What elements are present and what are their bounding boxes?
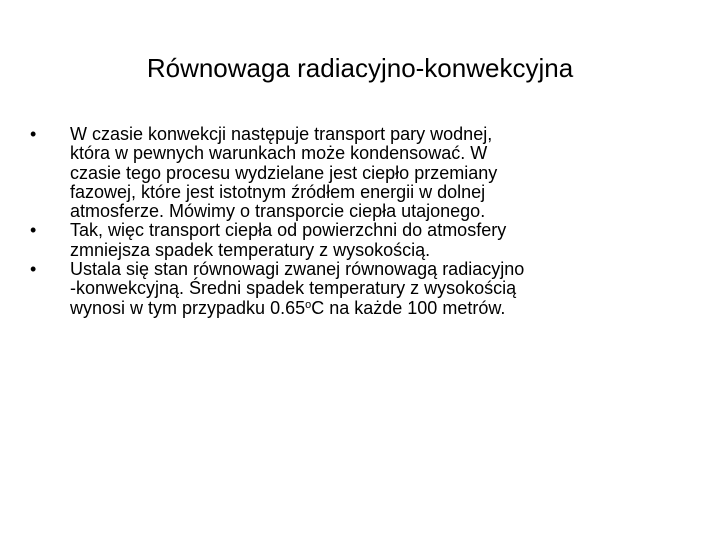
bullet-text-segment: C na każde 100 metrów.: [311, 297, 506, 318]
bullet-item: [30, 260, 680, 318]
bullet-item: [30, 125, 680, 221]
bullet-list: [30, 125, 680, 318]
bullet-mark: •: [30, 220, 37, 241]
bullet-mark: •: [30, 259, 37, 280]
bullet-text-line-with-superscript: [70, 299, 680, 318]
bullet-item: [30, 221, 680, 260]
bullet-text-segment: wynosi w tym przypadku 0.65: [70, 297, 306, 318]
bullet-text-line: fazowej, które jest istotnym źródłem energii w dolnej: [70, 181, 486, 202]
bullet-text-line: W czasie konwekcji następuje transport pary wodnej,: [70, 124, 493, 144]
bullet-text-line: zmniejsza spadek temperatury z wysokością.: [70, 239, 431, 260]
slide-title: Równowaga radiacyjno-konwekcyjna: [146, 53, 574, 83]
bullet-text-line: która w pewnych warunkach może kondensować. W: [70, 143, 488, 164]
bullet-text-line: czasie tego procesu wydzielane jest ciepło przemiany: [70, 162, 498, 183]
bullet-mark: •: [30, 124, 37, 144]
bullet-text-line: Ustala się stan równowagi zwanej równowagą radiacyjno: [70, 259, 525, 280]
bullet-text-line: Tak, więc transport ciepła od powierzchni do atmosfery: [70, 220, 507, 241]
degree-superscript: o: [305, 298, 312, 311]
bullet-text-line: -konwekcyjną. Średni spadek temperatury z wysokością: [70, 278, 517, 299]
bullet-text-line: atmosferze. Mówimy o transporcie ciepła utajonego.: [70, 201, 486, 222]
